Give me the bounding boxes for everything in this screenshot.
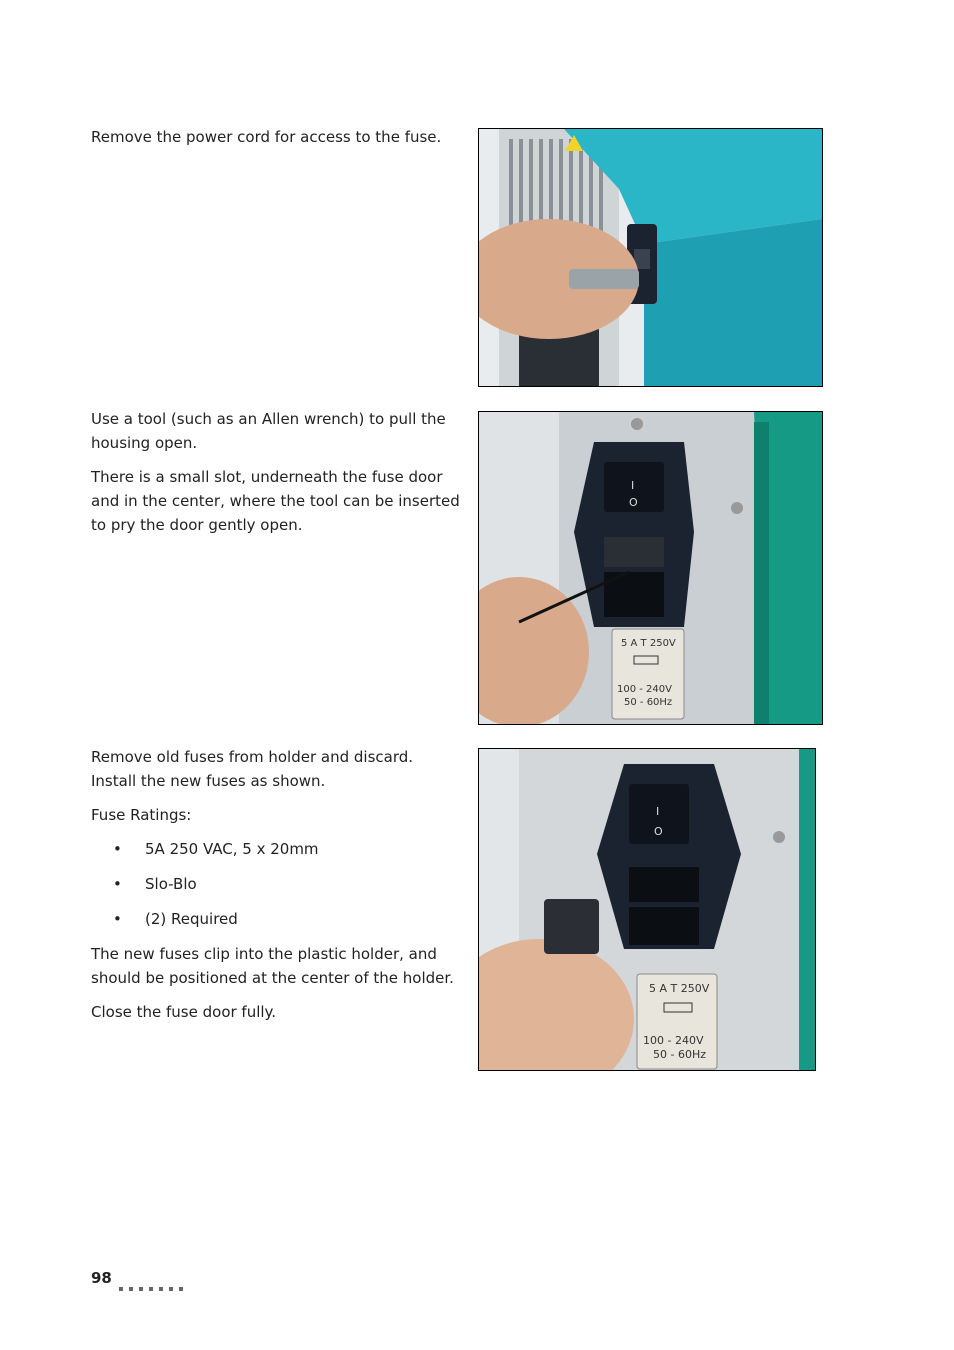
voltage-label: 100 - 240V	[617, 684, 672, 695]
fuse-rating-label-2: 5 A T 250V	[649, 982, 710, 995]
switch-on-label: I	[631, 479, 635, 492]
step-3-text	[91, 745, 461, 1034]
page-number: 98	[91, 1269, 112, 1287]
page-footer	[91, 1269, 112, 1287]
switch-off-label: O	[629, 496, 638, 509]
step-1-paragraph: Remove the power cord for access to the fuse.	[91, 128, 442, 146]
switch-off-label-2: O	[654, 825, 663, 838]
list-item: • 5A 250 VAC, 5 x 20mm	[91, 837, 461, 861]
frequency-label-2: 50 - 60Hz	[653, 1048, 707, 1061]
photo-remove-power-cord	[478, 128, 823, 387]
voltage-label-2: 100 - 240V	[643, 1034, 704, 1047]
step-2-text	[91, 407, 461, 547]
step-3-paragraph-3: The new fuses clip into the plastic holder, and should be positioned at the center of the holder.	[91, 945, 454, 987]
photo-pry-fuse-door	[478, 411, 823, 725]
list-item: • Slo-Blo	[91, 872, 461, 896]
footer-dots	[119, 1277, 189, 1282]
bullet-icon: •	[113, 910, 122, 928]
step-1-text	[91, 125, 461, 159]
step-3-paragraph-2: Fuse Ratings:	[91, 806, 192, 824]
switch-on-label-2: I	[656, 805, 660, 818]
fuse-ratings-list	[91, 837, 461, 931]
frequency-label: 50 - 60Hz	[624, 697, 673, 708]
step-3-paragraph-4: Close the fuse door fully.	[91, 1003, 277, 1021]
fuse-rating-label: 5 A T 250V	[621, 638, 676, 649]
list-item: • (2) Required	[91, 907, 461, 931]
step-2-paragraph-1: Use a tool (such as an Allen wrench) to pull the housing open.	[91, 410, 446, 452]
bullet-icon: •	[113, 840, 122, 858]
bullet-icon: •	[113, 875, 122, 893]
step-3-paragraph-1: Remove old fuses from holder and discard. Install the new fuses as shown.	[91, 748, 414, 790]
photo-install-fuses	[478, 748, 816, 1071]
step-2-paragraph-2: There is a small slot, underneath the fuse door and in the center, where the tool can be inserted to pry the door gently open.	[91, 468, 460, 534]
